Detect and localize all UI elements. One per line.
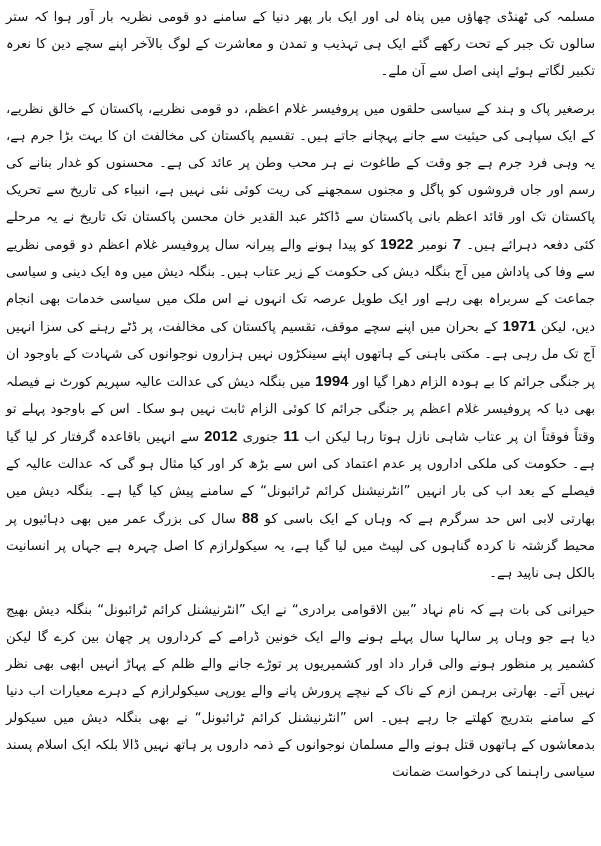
date-day: 7 (452, 236, 462, 253)
article-page (6, 4, 595, 786)
paragraph-text: سال کی بزرگ عمر میں بھی دہائیوں پر محیط گزشتہ نا کردہ گناہوں کی لپیٹ میں لیا گیا ہے، یہ سیکولرازم کا اصل چہرہ ہے جہاں پر انسانیت بالکل ہی ناپید ہے۔ (6, 512, 595, 581)
paragraph-text: نومبر (418, 238, 448, 253)
paragraph-text: کے بحران میں اپنے سچے موقف، تقسیم پاکستان کی مخالفت، پر ڈٹے رہنے کی سزا انہیں آج تک مل رہی ہے۔ مکتی باہنی کے ہاتھوں اپنے سینکڑوں نہیں ہزاروں نوجوانوں کی شہادت کے باوجود ان پر جنگی جرائم کا بے ہودہ الزام دھرا گیا اور (6, 320, 595, 390)
birth-year: 1922 (380, 236, 414, 253)
paragraph-text: جنوری (242, 430, 279, 445)
age-number: 88 (241, 510, 259, 527)
paragraph-text: برصغیر پاک و ہند کے سیاسی حلقوں میں پروفیسر غلام اعظم، دو قومی نظریے، پاکستان کے خالق نظریے، کے ایک سپاہی کی حیثیت سے جانے پہچانے جاتے ہیں۔ تقسیم پاکستان کی مخالفت ان کا بہت بڑا جرم ہے، یہ وہی فرد جرم ہے جو وقت کے طاغوت نے ہر محب وطن پر عائد کی ہے۔ محسنوں کو غدار بنانے کی رسم اور جاں فروشوں کو پاگل و مجنوں سمجھنے کی ریت کوئی نئی نہیں ہے، انبیاء کی تاریخ سے تحریک پاکستان تک اور قائد اعظم بانی پاکستان سے ڈاکٹر عبد القدیر خان محسن پاکستان تک تاریخ نے یہ مرحلے کئی دفعہ دہرائے ہیں۔ (6, 102, 596, 253)
paragraph-text: کو پیدا ہونے والے پیرانہ سال پروفیسر غلام اعظم دو قومی نظریے سے وفا کی پاداش میں آج بنگلہ دیش کی حکومت کے زیر عتاب ہیں۔ بنگلہ دیش میں وہ ایک دینی و سیاسی جماعت کے سربراہ بھی رہے اور ایک طویل عرصہ تک انہوں نے اس ملک میں سیاسی خدمات بھی انجام دیں، لیکن (5, 238, 595, 335)
paragraph-ghulam-azam (6, 96, 595, 587)
verdict-year: 1994 (315, 373, 349, 390)
paragraph-spacer (6, 85, 595, 96)
paragraph-intro: مسلمہ کی ٹھنڈی چھاؤں میں پناہ لی اور ایک بار پھر دنیا کے سامنے دو قومی نظریہ بار آور ہوا کہ ستر سالوں تک جبر کے تحت رکھے گئے ایک ہی تہذیب و تمدن و معاشرت کے لوگ بالآخر اپنے سچے دین کا نعرہ تکبیر لگاتے ہوئے اپنی اصل سے آن ملے۔ (6, 10, 595, 79)
crisis-year: 1971 (502, 318, 536, 335)
paragraph-text: سے انہیں باقاعدہ گرفتار کر لیا گیا ہے۔ حکومت کی ملکی اداروں پر عدم اعتماد کی اس سے بڑھ کر اور کیا مثال ہو گی کہ عدالت عالیہ کے فیصلے کے بعد اب کی بار انہیں ”انٹرنیشنل کرائم ٹرائبونل“ کے سامنے پیش کیا گیا ہے۔ بنگلہ دیش میں بھارتی لابی اس حد سرگرم ہے کہ وہاں کے ایک باسی کو (6, 430, 595, 527)
paragraph-tribunal: حیرانی کی بات ہے کہ نام نہاد ”بین الاقوامی برادری“ نے ایک ”انٹرنیشنل کرائم ٹرائبونل“ بنگلہ دیش بھیج دیا ہے جو وہاں پر سالہا سال پہلے ہونے والے ایک خونین ڈرامے کے کرداروں پر چھان بین کرے گا لیکن کشمیر پر منظور ہونے والی قرار داد اور کشمیریوں پر توڑے جانے والے ظلم کے پہاڑ انہیں ابھی بھی نظر نہیں آتے۔ بھارتی برہمن ازم کے ناک کے نیچے پرورش پانے والے یورپی سیکولرازم کے دہرے معیارات اب دنیا کے سامنے بتدریج کھلتے جا رہے ہیں۔ اس ”انٹرنیشنل کرائم ٹرائبونل“ نے بھی بنگلہ دیش میں سیکولر بدمعاشوں کے ہاتھوں قتل ہونے والے مسلمان نوجوانوں کے ذمہ داروں پر ہاتھ نہیں ڈالا بلکہ ایک اسلام پسند سیاسی راہنما کی درخواست ضمانت (6, 603, 595, 780)
paragraph-spacer (6, 587, 595, 597)
arrest-day: 11 (283, 428, 300, 445)
paragraph-text: میں بنگلہ دیش کی عدالت عالیہ سپریم کورٹ نے فیصلہ بھی دیا کہ پروفیسر غلام اعظم پر جنگی جرائم کا کوئی الزام ثابت نہیں ہو سکا۔ اس کے باوجود پہلے تو وقتاً فوقتاً ان پر عتاب شاہی نازل ہوتا رہا لیکن اب (6, 375, 595, 445)
arrest-year: 2012 (204, 428, 238, 445)
